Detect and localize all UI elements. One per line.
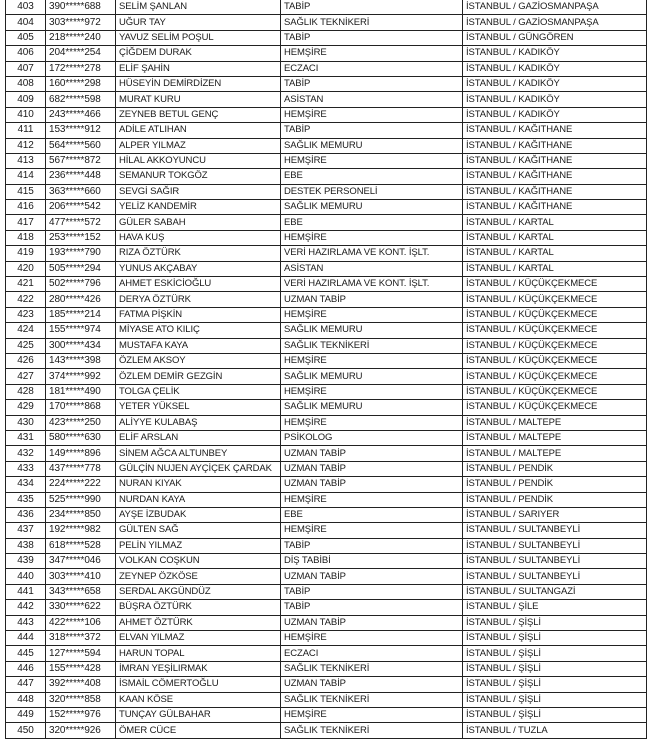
national-id-cell: 422*****106 bbox=[46, 615, 116, 630]
location-cell: İSTANBUL / MALTEPE bbox=[463, 430, 647, 445]
job-title-cell: UZMAN TABİP bbox=[281, 677, 463, 692]
person-name-cell: UĞUR TAY bbox=[116, 15, 281, 30]
person-name-cell: FATMA PİŞKİN bbox=[116, 307, 281, 322]
job-title-cell: HEMŞİRE bbox=[281, 415, 463, 430]
job-title-cell: ASİSTAN bbox=[281, 92, 463, 107]
job-title-cell: ASİSTAN bbox=[281, 261, 463, 276]
location-cell: İSTANBUL / ŞİŞLİ bbox=[463, 631, 647, 646]
job-title-cell: UZMAN TABİP bbox=[281, 446, 463, 461]
job-title-cell: DESTEK PERSONELİ bbox=[281, 184, 463, 199]
person-name-cell: ALPER YILMAZ bbox=[116, 138, 281, 153]
row-number-cell: 410 bbox=[6, 107, 46, 122]
location-cell: İSTANBUL / KÜÇÜKÇEKMECE bbox=[463, 307, 647, 322]
person-name-cell: PELİN YILMAZ bbox=[116, 538, 281, 553]
national-id-cell: 303*****972 bbox=[46, 15, 116, 30]
job-title-cell: HEMŞİRE bbox=[281, 153, 463, 168]
person-name-cell: AHMET ESKİCİOĞLU bbox=[116, 277, 281, 292]
row-number-cell: 405 bbox=[6, 30, 46, 45]
row-number-cell: 439 bbox=[6, 554, 46, 569]
job-title-cell: TABİP bbox=[281, 123, 463, 138]
national-id-cell: 192*****982 bbox=[46, 523, 116, 538]
job-title-cell: UZMAN TABİP bbox=[281, 477, 463, 492]
table-row bbox=[6, 246, 647, 261]
table-row bbox=[6, 30, 647, 45]
job-title-cell: TABİP bbox=[281, 30, 463, 45]
job-title-cell: EBE bbox=[281, 169, 463, 184]
job-title-cell: HEMŞİRE bbox=[281, 631, 463, 646]
row-number-cell: 442 bbox=[6, 600, 46, 615]
location-cell: İSTANBUL / KAĞITHANE bbox=[463, 184, 647, 199]
person-name-cell: GÜLÇİN NUJEN AYÇİÇEK ÇARDAK bbox=[116, 461, 281, 476]
person-name-cell: YETER YÜKSEL bbox=[116, 400, 281, 415]
national-id-cell: 618*****528 bbox=[46, 538, 116, 553]
row-number-cell: 414 bbox=[6, 169, 46, 184]
national-id-cell: 204*****254 bbox=[46, 46, 116, 61]
location-cell: İSTANBUL / KAĞITHANE bbox=[463, 138, 647, 153]
national-id-cell: 236*****448 bbox=[46, 169, 116, 184]
table-row bbox=[6, 569, 647, 584]
national-id-cell: 303*****410 bbox=[46, 569, 116, 584]
person-name-cell: MUSTAFA KAYA bbox=[116, 338, 281, 353]
table-body bbox=[6, 0, 647, 738]
national-id-cell: 206*****542 bbox=[46, 200, 116, 215]
location-cell: İSTANBUL / ŞİŞLİ bbox=[463, 677, 647, 692]
person-name-cell: ELVAN YILMAZ bbox=[116, 631, 281, 646]
table-row bbox=[6, 353, 647, 368]
person-name-cell: AHMET ÖZTÜRK bbox=[116, 615, 281, 630]
row-number-cell: 415 bbox=[6, 184, 46, 199]
job-title-cell: HEMŞİRE bbox=[281, 107, 463, 122]
job-title-cell: SAĞLIK TEKNİKERİ bbox=[281, 692, 463, 707]
national-id-cell: 477*****572 bbox=[46, 215, 116, 230]
job-title-cell: SAĞLIK TEKNİKERİ bbox=[281, 338, 463, 353]
location-cell: İSTANBUL / KÜÇÜKÇEKMECE bbox=[463, 277, 647, 292]
location-cell: İSTANBUL / KADIKÖY bbox=[463, 46, 647, 61]
location-cell: İSTANBUL / PENDİK bbox=[463, 477, 647, 492]
row-number-cell: 420 bbox=[6, 261, 46, 276]
person-name-cell: BÜŞRA ÖZTÜRK bbox=[116, 600, 281, 615]
location-cell: İSTANBUL / KÜÇÜKÇEKMECE bbox=[463, 353, 647, 368]
location-cell: İSTANBUL / ŞİŞLİ bbox=[463, 692, 647, 707]
national-id-cell: 423*****250 bbox=[46, 415, 116, 430]
location-cell: İSTANBUL / PENDİK bbox=[463, 461, 647, 476]
person-name-cell: TUNÇAY GÜLBAHAR bbox=[116, 707, 281, 722]
person-name-cell: ÖZLEM DEMİR GEZGİN bbox=[116, 369, 281, 384]
table-row bbox=[6, 631, 647, 646]
person-name-cell: ADİLE ATLIHAN bbox=[116, 123, 281, 138]
row-number-cell: 437 bbox=[6, 523, 46, 538]
job-title-cell: UZMAN TABİP bbox=[281, 615, 463, 630]
person-name-cell: VOLKAN COŞKUN bbox=[116, 554, 281, 569]
national-id-cell: 155*****974 bbox=[46, 323, 116, 338]
national-id-cell: 193*****790 bbox=[46, 246, 116, 261]
job-title-cell: SAĞLIK MEMURU bbox=[281, 138, 463, 153]
row-number-cell: 441 bbox=[6, 584, 46, 599]
location-cell: İSTANBUL / ŞİŞLİ bbox=[463, 646, 647, 661]
row-number-cell: 444 bbox=[6, 631, 46, 646]
person-name-cell: İMRAN YEŞİLIRMAK bbox=[116, 661, 281, 676]
row-number-cell: 429 bbox=[6, 400, 46, 415]
national-id-cell: 300*****434 bbox=[46, 338, 116, 353]
job-title-cell: TABİP bbox=[281, 0, 463, 15]
national-id-cell: 505*****294 bbox=[46, 261, 116, 276]
person-name-cell: SELİM ŞANLAN bbox=[116, 0, 281, 15]
national-id-cell: 143*****398 bbox=[46, 353, 116, 368]
location-cell: İSTANBUL / KÜÇÜKÇEKMECE bbox=[463, 384, 647, 399]
location-cell: İSTANBUL / ŞİŞLİ bbox=[463, 615, 647, 630]
location-cell: İSTANBUL / MALTEPE bbox=[463, 446, 647, 461]
person-name-cell: YELİZ KANDEMİR bbox=[116, 200, 281, 215]
table-row bbox=[6, 15, 647, 30]
person-name-cell: HARUN TOPAL bbox=[116, 646, 281, 661]
table-row bbox=[6, 461, 647, 476]
person-name-cell: ELİF ARSLAN bbox=[116, 430, 281, 445]
person-name-cell: SEMANUR TOKGÖZ bbox=[116, 169, 281, 184]
row-number-cell: 409 bbox=[6, 92, 46, 107]
job-title-cell: HEMŞİRE bbox=[281, 523, 463, 538]
job-title-cell: SAĞLIK TEKNİKERİ bbox=[281, 661, 463, 676]
national-id-cell: 172*****278 bbox=[46, 61, 116, 76]
location-cell: İSTANBUL / KÜÇÜKÇEKMECE bbox=[463, 369, 647, 384]
person-name-cell: ÖZLEM AKSOY bbox=[116, 353, 281, 368]
table-row bbox=[6, 400, 647, 415]
table-row bbox=[6, 584, 647, 599]
location-cell: İSTANBUL / KADIKÖY bbox=[463, 61, 647, 76]
row-number-cell: 403 bbox=[6, 0, 46, 15]
row-number-cell: 438 bbox=[6, 538, 46, 553]
national-id-cell: 155*****428 bbox=[46, 661, 116, 676]
person-name-cell: YUNUS AKÇABAY bbox=[116, 261, 281, 276]
row-number-cell: 406 bbox=[6, 46, 46, 61]
row-number-cell: 412 bbox=[6, 138, 46, 153]
location-cell: İSTANBUL / KÜÇÜKÇEKMECE bbox=[463, 400, 647, 415]
national-id-cell: 682*****598 bbox=[46, 92, 116, 107]
national-id-cell: 153*****912 bbox=[46, 123, 116, 138]
location-cell: İSTANBUL / ŞİLE bbox=[463, 600, 647, 615]
job-title-cell: SAĞLIK MEMURU bbox=[281, 400, 463, 415]
person-name-cell: MURAT KURU bbox=[116, 92, 281, 107]
job-title-cell: PSİKOLOG bbox=[281, 430, 463, 445]
row-number-cell: 419 bbox=[6, 246, 46, 261]
national-id-cell: 320*****926 bbox=[46, 723, 116, 738]
job-title-cell: TABİP bbox=[281, 76, 463, 91]
location-cell: İSTANBUL / PENDİK bbox=[463, 492, 647, 507]
national-id-cell: 567*****872 bbox=[46, 153, 116, 168]
person-name-cell: SİNEM AĞCA ALTUNBEY bbox=[116, 446, 281, 461]
table-row bbox=[6, 138, 647, 153]
job-title-cell: UZMAN TABİP bbox=[281, 292, 463, 307]
table-row bbox=[6, 338, 647, 353]
location-cell: İSTANBUL / GÜNGÖREN bbox=[463, 30, 647, 45]
table-row bbox=[6, 415, 647, 430]
table-row bbox=[6, 507, 647, 522]
person-name-cell: HÜSEYİN DEMİRDİZEN bbox=[116, 76, 281, 91]
table-row bbox=[6, 184, 647, 199]
table-row bbox=[6, 261, 647, 276]
national-id-cell: 580*****630 bbox=[46, 430, 116, 445]
row-number-cell: 449 bbox=[6, 707, 46, 722]
table-row bbox=[6, 646, 647, 661]
table-row bbox=[6, 107, 647, 122]
table-row bbox=[6, 76, 647, 91]
row-number-cell: 446 bbox=[6, 661, 46, 676]
person-name-cell: ALİYYE KULABAŞ bbox=[116, 415, 281, 430]
location-cell: İSTANBUL / KARTAL bbox=[463, 246, 647, 261]
job-title-cell: HEMŞİRE bbox=[281, 384, 463, 399]
person-name-cell: NURDAN KAYA bbox=[116, 492, 281, 507]
location-cell: İSTANBUL / KÜÇÜKÇEKMECE bbox=[463, 323, 647, 338]
national-id-cell: 502*****796 bbox=[46, 277, 116, 292]
row-number-cell: 407 bbox=[6, 61, 46, 76]
job-title-cell: TABİP bbox=[281, 584, 463, 599]
job-title-cell: SAĞLIK MEMURU bbox=[281, 369, 463, 384]
national-id-cell: 564*****560 bbox=[46, 138, 116, 153]
table-row bbox=[6, 492, 647, 507]
person-name-cell: TOLGA ÇELİK bbox=[116, 384, 281, 399]
row-number-cell: 422 bbox=[6, 292, 46, 307]
row-number-cell: 423 bbox=[6, 307, 46, 322]
row-number-cell: 404 bbox=[6, 15, 46, 30]
job-title-cell: HEMŞİRE bbox=[281, 492, 463, 507]
national-id-cell: 149*****896 bbox=[46, 446, 116, 461]
person-name-cell: ÖMER CÜCE bbox=[116, 723, 281, 738]
person-name-cell: ZEYNEP ÖZKÖSE bbox=[116, 569, 281, 584]
location-cell: İSTANBUL / KAĞITHANE bbox=[463, 123, 647, 138]
row-number-cell: 428 bbox=[6, 384, 46, 399]
location-cell: İSTANBUL / SULTANBEYLİ bbox=[463, 569, 647, 584]
table-row bbox=[6, 277, 647, 292]
job-title-cell: VERİ HAZIRLAMA VE KONT. İŞLT. bbox=[281, 277, 463, 292]
table-row bbox=[6, 0, 647, 15]
location-cell: İSTANBUL / KÜÇÜKÇEKMECE bbox=[463, 338, 647, 353]
row-number-cell: 447 bbox=[6, 677, 46, 692]
table-row bbox=[6, 538, 647, 553]
national-id-cell: 343*****658 bbox=[46, 584, 116, 599]
location-cell: İSTANBUL / KÜÇÜKÇEKMECE bbox=[463, 292, 647, 307]
job-title-cell: SAĞLIK MEMURU bbox=[281, 323, 463, 338]
person-name-cell: AYŞE İZBUDAK bbox=[116, 507, 281, 522]
job-title-cell: HEMŞİRE bbox=[281, 46, 463, 61]
person-name-cell: MİYASE ATO KILIÇ bbox=[116, 323, 281, 338]
row-number-cell: 448 bbox=[6, 692, 46, 707]
row-number-cell: 443 bbox=[6, 615, 46, 630]
location-cell: İSTANBUL / KADIKÖY bbox=[463, 76, 647, 91]
person-name-cell: ÇİĞDEM DURAK bbox=[116, 46, 281, 61]
location-cell: İSTANBUL / KARTAL bbox=[463, 261, 647, 276]
job-title-cell: ECZACI bbox=[281, 61, 463, 76]
location-cell: İSTANBUL / GAZİOSMANPAŞA bbox=[463, 0, 647, 15]
job-title-cell: UZMAN TABİP bbox=[281, 569, 463, 584]
national-id-cell: 224*****222 bbox=[46, 477, 116, 492]
table-row bbox=[6, 307, 647, 322]
national-id-cell: 363*****660 bbox=[46, 184, 116, 199]
table-row bbox=[6, 215, 647, 230]
table-row bbox=[6, 369, 647, 384]
job-title-cell: SAĞLIK MEMURU bbox=[281, 200, 463, 215]
national-id-cell: 185*****214 bbox=[46, 307, 116, 322]
location-cell: İSTANBUL / SARIYER bbox=[463, 507, 647, 522]
table-row bbox=[6, 723, 647, 738]
row-number-cell: 435 bbox=[6, 492, 46, 507]
national-id-cell: 160*****298 bbox=[46, 76, 116, 91]
job-title-cell: ECZACI bbox=[281, 646, 463, 661]
row-number-cell: 431 bbox=[6, 430, 46, 445]
location-cell: İSTANBUL / KARTAL bbox=[463, 230, 647, 245]
location-cell: İSTANBUL / SULTANBEYLİ bbox=[463, 538, 647, 553]
job-title-cell: UZMAN TABİP bbox=[281, 461, 463, 476]
row-number-cell: 413 bbox=[6, 153, 46, 168]
person-name-cell: YAVUZ SELİM POŞUL bbox=[116, 30, 281, 45]
job-title-cell: HEMŞİRE bbox=[281, 230, 463, 245]
row-number-cell: 440 bbox=[6, 569, 46, 584]
person-name-cell: NURAN KIYAK bbox=[116, 477, 281, 492]
row-number-cell: 424 bbox=[6, 323, 46, 338]
location-cell: İSTANBUL / TUZLA bbox=[463, 723, 647, 738]
national-id-cell: 320*****858 bbox=[46, 692, 116, 707]
table-row bbox=[6, 230, 647, 245]
national-id-cell: 218*****240 bbox=[46, 30, 116, 45]
personnel-table bbox=[5, 0, 647, 739]
national-id-cell: 127*****594 bbox=[46, 646, 116, 661]
location-cell: İSTANBUL / ŞİŞLİ bbox=[463, 707, 647, 722]
table-row bbox=[6, 61, 647, 76]
row-number-cell: 418 bbox=[6, 230, 46, 245]
table-row bbox=[6, 477, 647, 492]
person-name-cell: ZEYNEB BETUL GENÇ bbox=[116, 107, 281, 122]
table-row bbox=[6, 384, 647, 399]
table-row bbox=[6, 92, 647, 107]
row-number-cell: 421 bbox=[6, 277, 46, 292]
location-cell: İSTANBUL / KARTAL bbox=[463, 215, 647, 230]
national-id-cell: 253*****152 bbox=[46, 230, 116, 245]
row-number-cell: 433 bbox=[6, 461, 46, 476]
person-name-cell: DERYA ÖZTÜRK bbox=[116, 292, 281, 307]
national-id-cell: 152*****976 bbox=[46, 707, 116, 722]
national-id-cell: 525*****990 bbox=[46, 492, 116, 507]
table-row bbox=[6, 554, 647, 569]
national-id-cell: 347*****046 bbox=[46, 554, 116, 569]
national-id-cell: 234*****850 bbox=[46, 507, 116, 522]
national-id-cell: 181*****490 bbox=[46, 384, 116, 399]
national-id-cell: 392*****408 bbox=[46, 677, 116, 692]
national-id-cell: 318*****372 bbox=[46, 631, 116, 646]
national-id-cell: 170*****868 bbox=[46, 400, 116, 415]
location-cell: İSTANBUL / KAĞITHANE bbox=[463, 153, 647, 168]
person-name-cell: ELİF ŞAHİN bbox=[116, 61, 281, 76]
table-row bbox=[6, 200, 647, 215]
person-name-cell: GÜLTEN SAĞ bbox=[116, 523, 281, 538]
row-number-cell: 408 bbox=[6, 76, 46, 91]
row-number-cell: 434 bbox=[6, 477, 46, 492]
national-id-cell: 330*****622 bbox=[46, 600, 116, 615]
row-number-cell: 436 bbox=[6, 507, 46, 522]
job-title-cell: SAĞLIK TEKNİKERİ bbox=[281, 723, 463, 738]
table-row bbox=[6, 323, 647, 338]
table-row bbox=[6, 153, 647, 168]
person-name-cell: GÜLER SABAH bbox=[116, 215, 281, 230]
location-cell: İSTANBUL / ŞİŞLİ bbox=[463, 661, 647, 676]
person-name-cell: SEVGİ SAĞIR bbox=[116, 184, 281, 199]
job-title-cell: HEMŞİRE bbox=[281, 353, 463, 368]
job-title-cell: VERİ HAZIRLAMA VE KONT. İŞLT. bbox=[281, 246, 463, 261]
row-number-cell: 426 bbox=[6, 353, 46, 368]
table-row bbox=[6, 707, 647, 722]
job-title-cell: HEMŞİRE bbox=[281, 307, 463, 322]
row-number-cell: 450 bbox=[6, 723, 46, 738]
person-name-cell: KAAN KÖSE bbox=[116, 692, 281, 707]
person-name-cell: HAVA KUŞ bbox=[116, 230, 281, 245]
table-row bbox=[6, 661, 647, 676]
table-row bbox=[6, 446, 647, 461]
location-cell: İSTANBUL / MALTEPE bbox=[463, 415, 647, 430]
row-number-cell: 425 bbox=[6, 338, 46, 353]
national-id-cell: 243*****466 bbox=[46, 107, 116, 122]
location-cell: İSTANBUL / SULTANBEYLİ bbox=[463, 523, 647, 538]
row-number-cell: 416 bbox=[6, 200, 46, 215]
row-number-cell: 427 bbox=[6, 369, 46, 384]
table-row bbox=[6, 615, 647, 630]
location-cell: İSTANBUL / SULTANGAZİ bbox=[463, 584, 647, 599]
person-name-cell: SERDAL AKGÜNDÜZ bbox=[116, 584, 281, 599]
person-name-cell: HİLAL AKKOYUNCU bbox=[116, 153, 281, 168]
table-row bbox=[6, 523, 647, 538]
location-cell: İSTANBUL / KADIKÖY bbox=[463, 107, 647, 122]
national-id-cell: 374*****992 bbox=[46, 369, 116, 384]
row-number-cell: 430 bbox=[6, 415, 46, 430]
location-cell: İSTANBUL / SULTANBEYLİ bbox=[463, 554, 647, 569]
table-row bbox=[6, 692, 647, 707]
national-id-cell: 437*****778 bbox=[46, 461, 116, 476]
job-title-cell: EBE bbox=[281, 507, 463, 522]
table-row bbox=[6, 430, 647, 445]
job-title-cell: TABİP bbox=[281, 538, 463, 553]
national-id-cell: 390*****688 bbox=[46, 0, 116, 15]
table-row bbox=[6, 600, 647, 615]
job-title-cell: EBE bbox=[281, 215, 463, 230]
table-row bbox=[6, 123, 647, 138]
job-title-cell: SAĞLIK TEKNİKERİ bbox=[281, 15, 463, 30]
table-row bbox=[6, 292, 647, 307]
job-title-cell: HEMŞİRE bbox=[281, 707, 463, 722]
table-row bbox=[6, 169, 647, 184]
table-row bbox=[6, 46, 647, 61]
row-number-cell: 417 bbox=[6, 215, 46, 230]
national-id-cell: 280*****426 bbox=[46, 292, 116, 307]
person-name-cell: İSMAİL CÖMERTOĞLU bbox=[116, 677, 281, 692]
person-name-cell: RIZA ÖZTÜRK bbox=[116, 246, 281, 261]
location-cell: İSTANBUL / KADIKÖY bbox=[463, 92, 647, 107]
row-number-cell: 445 bbox=[6, 646, 46, 661]
location-cell: İSTANBUL / KAĞITHANE bbox=[463, 200, 647, 215]
job-title-cell: DİŞ TABİBİ bbox=[281, 554, 463, 569]
job-title-cell: TABİP bbox=[281, 600, 463, 615]
location-cell: İSTANBUL / GAZİOSMANPAŞA bbox=[463, 15, 647, 30]
row-number-cell: 411 bbox=[6, 123, 46, 138]
table-row bbox=[6, 677, 647, 692]
location-cell: İSTANBUL / KAĞITHANE bbox=[463, 169, 647, 184]
row-number-cell: 432 bbox=[6, 446, 46, 461]
